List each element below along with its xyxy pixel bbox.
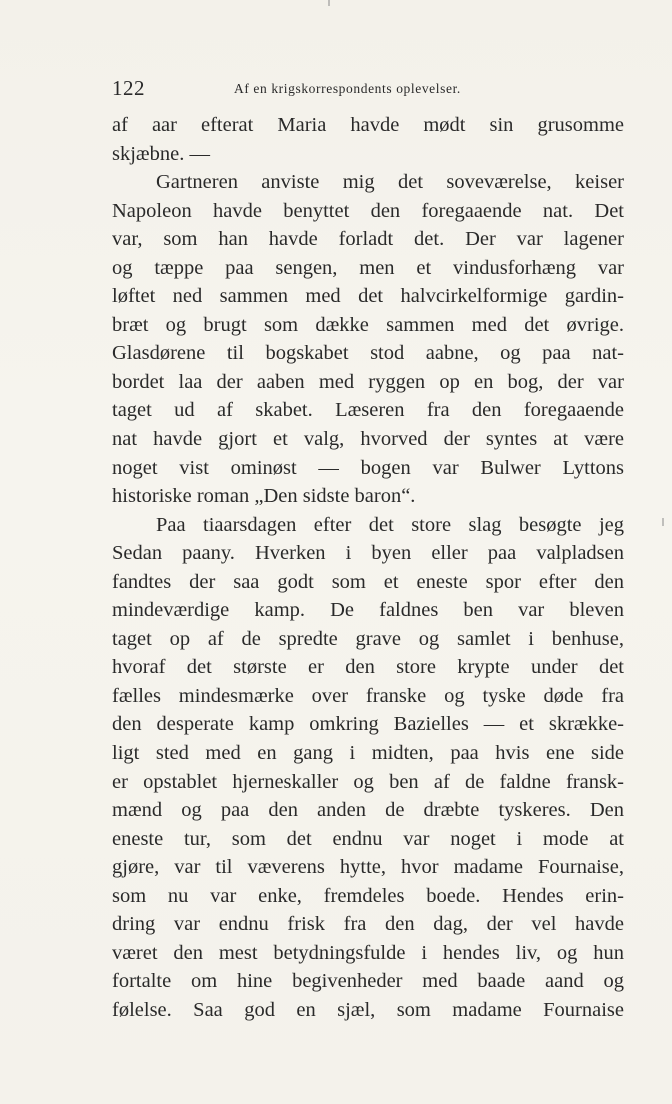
text-line: og tæppe paa sengen, men et vindusforhæng var [112,256,624,279]
text-line: skjæbne. — [112,142,210,165]
text-line: bræt og brugt som dække sammen med det øvrige. [112,313,624,336]
text-line: som nu var enke, fremdeles boede. Hendes erin- [112,884,624,907]
page-number: 122 [112,76,145,100]
text-line: historiske roman „Den sidste baron“. [112,485,416,508]
text-line: nat havde gjort et valg, hvorved der syntes at være [112,428,624,451]
text-line: Napoleon havde benyttet den foregaaende nat. Det [112,199,624,222]
text-line: er opstablet hjerneskaller og ben af de faldne fransk- [112,770,624,793]
text-line: ligt sted med en gang i midten, paa hvis ene side [112,742,624,765]
text-line: noget vist ominøst — bogen var Bulwer Lyttons [112,456,624,479]
text-line: været den mest betydningsfulde i hendes liv, og hun [112,941,624,964]
print-speck [662,518,664,526]
text-line: den desperate kamp omkring Bazielles — et skrække- [112,713,624,736]
text-line: taget op af de spredte grave og samlet i benhuse, [112,627,624,650]
text-line: Paa tiaarsdagen efter det store slag besøgte jeg [156,513,624,536]
text-line: gjøre, var til væverens hytte, hvor madame Fournaise, [112,856,624,879]
text-line: eneste tur, som det endnu var noget i mode at [112,827,624,850]
text-line: fælles mindesmærke over franske og tyske døde fra [112,684,624,707]
text-line: fortalte om hine begivenheder med baade aand og [112,970,624,993]
text-line: Gartneren anviste mig det soveværelse, keiser [156,171,624,194]
body-text [112,111,624,1025]
text-line: Glasdørene til bogskabet stod aabne, og paa nat- [112,342,624,365]
text-line: løftet ned sammen med det halvcirkelformige gardin- [112,285,624,308]
text-line: dring var endnu frisk fra den dag, der vel havde [112,913,624,936]
text-line: var, som han havde forladt det. Der var lagener [112,228,624,251]
text-line: af aar efterat Maria havde mødt sin grusomme [112,114,624,136]
text-line: Sedan paany. Hverken i byen eller paa valpladsen [112,542,624,565]
text-line: mænd og paa den anden de dræbte tyskeres. Den [112,799,624,822]
text-line: taget ud af skabet. Læseren fra den foregaaende [112,399,624,422]
page-header [112,76,624,100]
text-line: fandtes der saa godt som et eneste spor efter den [112,570,624,593]
text-line: bordet laa der aaben med ryggen op en bog, der var [112,370,624,393]
text-line: mindeværdige kamp. De faldnes ben var bleven [112,599,624,622]
print-speck [328,0,330,6]
running-title: Af en krigskorrespondents oplevelser. [234,81,461,96]
text-line: hvoraf det største er den store krypte under det [112,656,624,679]
text-line: følelse. Saa god en sjæl, som madame Fournaise [112,998,624,1021]
